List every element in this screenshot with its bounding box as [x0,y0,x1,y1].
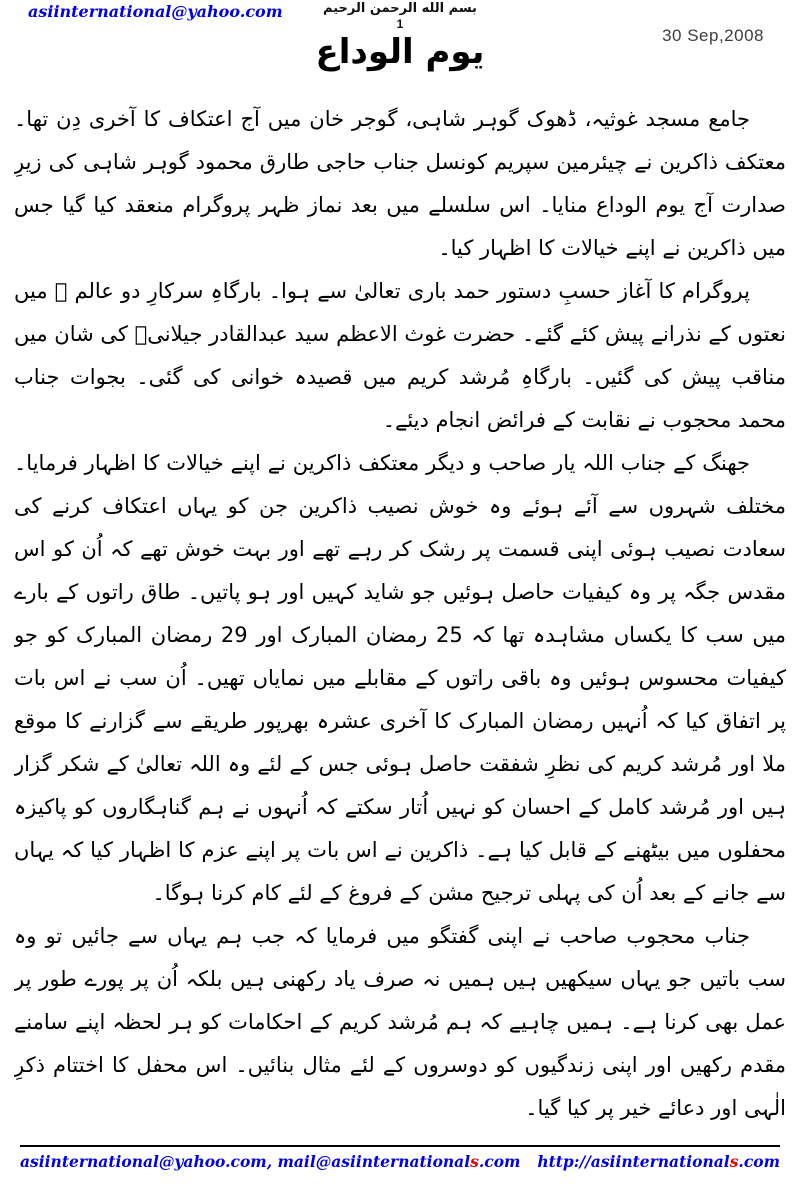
page-title: یوم الوداع [315,32,485,72]
header-email-link[interactable]: asiinternational@yahoo.com [28,2,283,21]
paragraph-3: جھنگ کے جناب اللہ یار صاحب و دیگر معتکف ذاکرین نے اپنے خیالات کا اظہار فرمایا۔ مختلف شہروں سے آئے ہوئے وہ خوش نصیب ذاکرین جن کو یہاں اعتکاف کرنے کی سعادت نصیب ہوئی اپنی قسمت پر رشک کر رہے تھے اور بہت خوش تھے کہ اُن کو اس مقدس جگہ پر وہ کیفیات حاصل ہوئیں جو شاید کہیں اور ہو پاتیں۔ طاق راتوں کے بارے میں سب کا یکساں مشاہدہ تھا کہ 25 رمضان المبارک اور 29 رمضان المبارک کو جو کیفیات محسوس ہوئیں وہ باقی راتوں کے مقابلے میں نمایاں تھیں۔ اُن سب نے اس بات پر اتفاق کیا کہ اُنہیں رمضان المبارک کا آخری عشرہ بھرپور طریقے سے گزارنے کا موقع ملا اور مُرشد کریم کی نظرِ شفقت حاصل ہوئی جس کے لئے وہ اللہ تعالیٰ کے شکر گزار ہیں اور مُرشد کامل کے احسان کو نہیں اُتار سکتے کہ اُنہوں نے ہم گناہگاروں کو پاکیزہ محفلوں میں بیٹھنے کے قابل کیا ہے۔ ذاکرین نے اس بات پر اپنے عزم کا اظہار کیا کہ یہاں سے جانے کے بعد اُن کی پہلی ترجیح مشن کے فروغ کے لئے کام کرنا ہوگا۔ [14,451,786,905]
page-number: 1 [396,17,404,31]
paragraph-2: پروگرام کا آغاز حسبِ دستور حمد باری تعالیٰ سے ہوا۔ بارگاہِ سرکارِ دو عالم ﷺ میں نعتوں کے نذرانے پیش کئے گئے۔ حضرت غوث الاعظم سید عبدالقادر جیلانیؓ کی شان میں مناقب پیش کی گئیں۔ بارگاہِ مُرشد کریم میں قصیدہ خوانی کی گئی۔ بجوات جناب محمد محجوب نے نقابت کے فرائض انجام دیئے۔ [14,279,786,432]
footer-email-tld[interactable]: .com [478,1152,521,1171]
article-body [14,98,786,1138]
footer-email-links[interactable] [20,1152,520,1171]
bismillah-text: بسم الله الرحمن الرحيم [323,1,477,16]
footer-url-accent[interactable]: s [729,1152,739,1171]
footer [20,1145,780,1171]
footer-email-accent[interactable]: s [470,1152,479,1171]
paragraph-1: جامع مسجد غوثیہ، ڈھوک گوہر شاہی، گوجر خان میں آج اعتکاف کا آخری دِن تھا۔ معتکف ذاکرین نے چیئرمین سپریم کونسل جناب حاجی طارق محمود گوہر شاہی کی زیرِ صدارت آج یوم الوداع منایا۔ اس سلسلے میں بعد نماز ظہر پروگرام منعقد کیا گیا جس میں ذاکرین نے اپنے خیالات کا اظہار کیا۔ [14,107,786,260]
footer-url-text[interactable]: http://asiinternational [537,1152,730,1171]
footer-url-link[interactable] [537,1152,780,1171]
footer-email-text[interactable]: asiinternational@yahoo.com, mail@asiinternational [20,1152,471,1171]
paragraph-4: جناب محجوب صاحب نے اپنی گفتگو میں فرمایا کہ جب ہم یہاں سے جائیں تو وہ سب باتیں جو یہاں سیکھیں ہیں ہمیں نہ صرف یاد رکھنی ہیں بلکہ اُن پر پورے طور پر عمل بھی کرنا ہے۔ ہمیں چاہیے کہ ہم مُرشد کریم کے احکامات کو ہر لحظہ اپنے سامنے مقدم رکھیں اور اپنی زندگیوں کو دوسروں کے لئے مثال بنائیں۔ اس محفل کا اختتام ذکرِ الٰہی اور دعائے خیر پر کیا گیا۔ [14,924,786,1120]
paragraph-5 [14,1130,786,1138]
date-text: 30 Sep,2008 [662,26,764,45]
footer-url-tld[interactable]: .com [738,1152,780,1171]
